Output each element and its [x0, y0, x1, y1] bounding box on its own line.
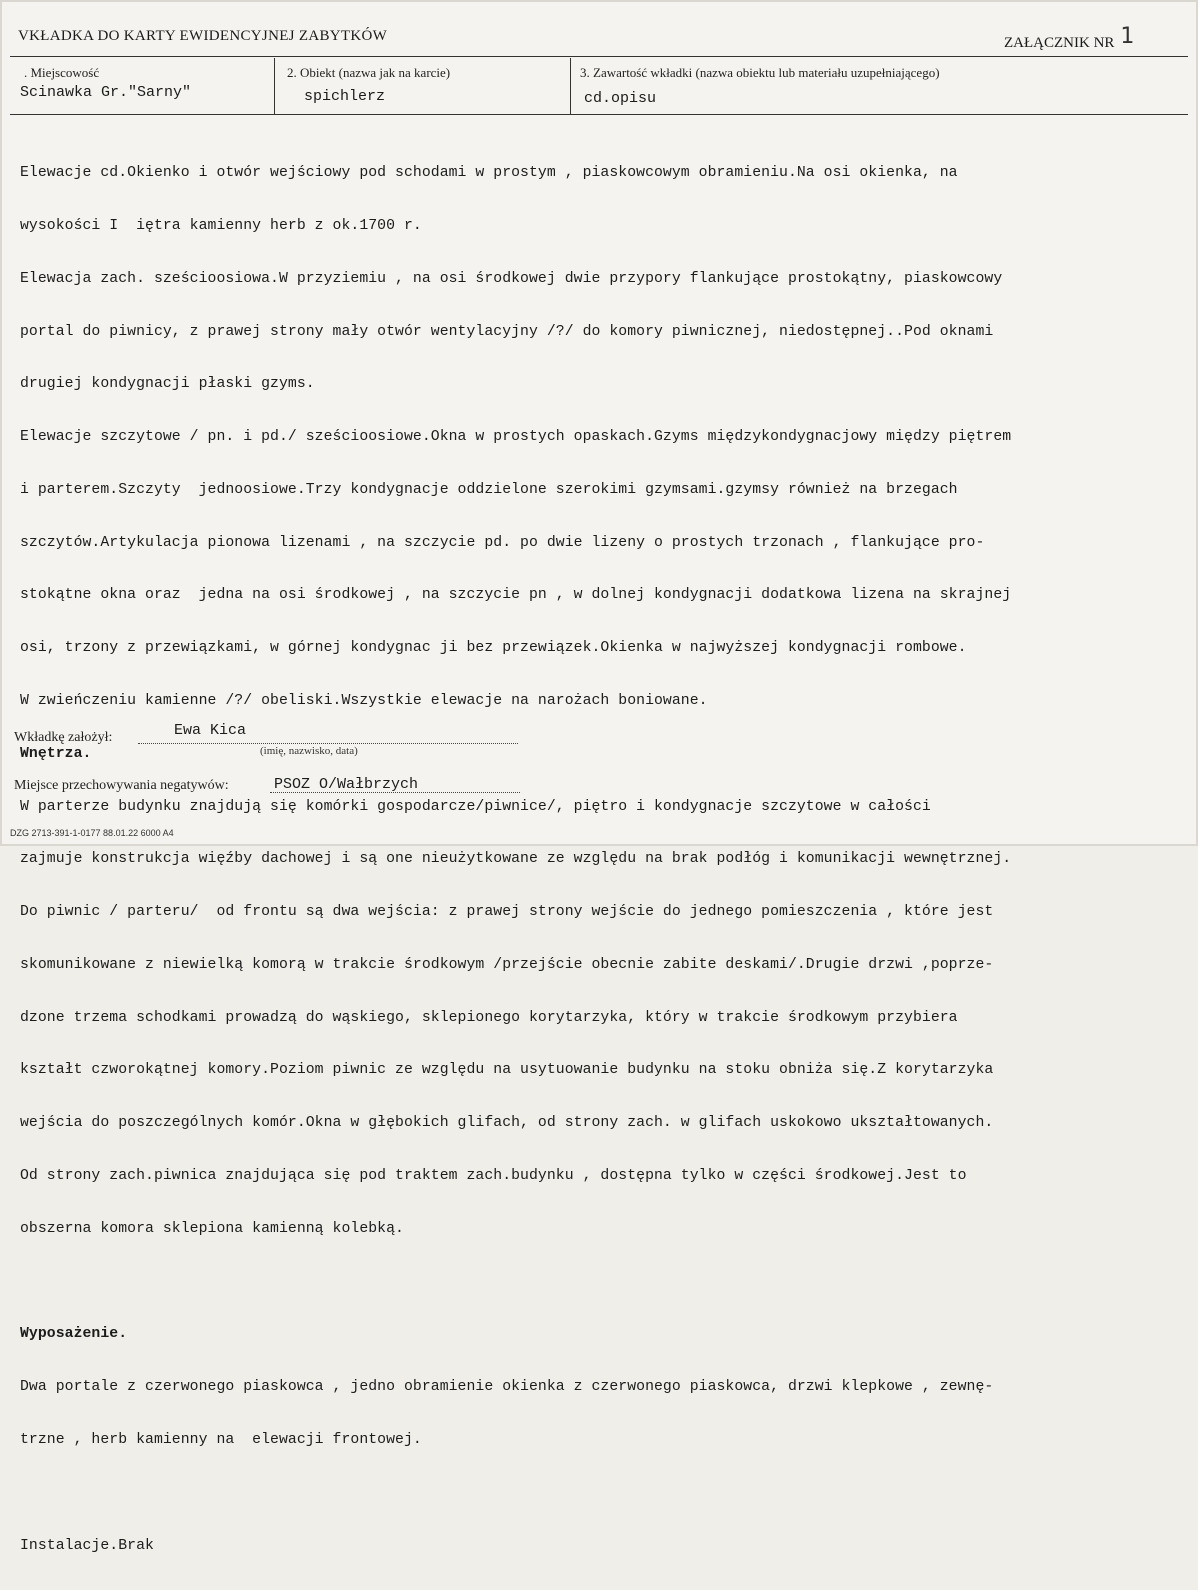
body-line: wysokości I iętra kamienny herb z ok.1700 r. [20, 217, 422, 234]
field-divider [570, 58, 571, 114]
print-code: DZG 2713-391-1-0177 88.01.22 6000 A4 [10, 828, 174, 838]
body-line: skomunikowane z niewielką komorą w trakcie środkowym /przejście obecnie zabite deskami/.Drugie drzwi ,poprze- [20, 956, 994, 973]
author-value: Ewa Kica [174, 722, 247, 739]
location-value: Scinawka Gr."Sarny" [20, 84, 192, 101]
section-installations: Instalacje.Brak [20, 1537, 154, 1554]
section-heading-interiors: Wnętrza. [20, 745, 92, 762]
body-line: i parterem.Szczyty jednoosiowe.Trzy kondygnacje oddzielone szerokimi gzymsami.gzymsy również na brzegach [20, 481, 958, 498]
content-label: 3. Zawartość wkładki (nazwa obiektu lub materiału uzupełniającego) [580, 65, 940, 80]
body-line: Elewacja zach. sześcioosiowa.W przyziemiu , na osi środkowej dwie przypory flankujące prostokątny, piaskowcowy [20, 270, 1003, 287]
body-line: Dwa portale z czerwonego piaskowca , jedno obramienie okienka z czerwonego piaskowca, drzwi klepkowe , zewnę- [20, 1379, 994, 1396]
body-line: Elewacje cd.Okienko i otwór wejściowy pod schodami w prostym , piaskowcowym obramieniu.Na osi okienka, na [20, 165, 958, 182]
form-title: VKŁADKA DO KARTY EWIDENCYJNEJ ZABYTKÓW [18, 28, 388, 44]
body-line: Do piwnic / parteru/ od frontu są dwa wejścia: z prawej strony wejście do jednego pomieszczenia , które jest [20, 904, 994, 921]
annex-label: ZAŁĄCZNIK NR [1004, 35, 1115, 51]
negatives-label: Miejsce przechowywania negatywów: [14, 778, 229, 793]
content-value: cd.opisu [584, 90, 657, 107]
body-line: W parterze budynku znajdują się komórki gospodarcze/piwnice/, piętro i kondygnacje szczytowe w całości [20, 798, 931, 815]
location-label: . Miejscowość [24, 65, 100, 80]
annex-number: 1 [1120, 24, 1135, 49]
field-divider [274, 58, 275, 114]
description-body [20, 130, 1180, 1590]
body-line: dzone trzema schodkami prowadzą do wąskiego, sklepionego korytarzyka, który w trakcie środkowym przybiera [20, 1009, 958, 1026]
annex-number-field [1004, 24, 1135, 53]
body-line: zajmuje konstrukcja więźby dachowej i są one nieużytkowane ze względu na brak podłóg i komunikacji wewnętrznej. [20, 851, 1012, 868]
body-line: portal do piwnicy, z prawej strony mały otwór wentylacyjny /?/ do komory piwnicznej, niedostępnej..Pod oknami [20, 323, 994, 340]
body-line: Od strony zach.piwnica znajdująca się pod traktem zach.budynku , dostępna tylko w części środkowej.Jest to [20, 1168, 967, 1185]
blank-line [20, 1485, 1180, 1503]
body-line: osi, trzony z przewiązkami, w górnej kondygnac ji bez przewiązek.Okienka w najwyższej kondygnacji rombowe. [20, 640, 967, 657]
body-line: stokątne okna oraz jedna na osi środkowej , na szczycie pn , w dolnej kondygnacji dodatkowa lizena na skrajnej [20, 587, 1012, 604]
body-line: szczytów.Artykulacja pionowa lizenami , na szczycie pd. po dwie lizeny o prostych trzonach , flankujące pro- [20, 534, 985, 551]
body-line: wejścia do poszczególnych komór.Okna w głębokich glifach, od strony zach. w glifach uskokowo ukształtowanych. [20, 1115, 994, 1132]
body-line: Elewacje szczytowe / pn. i pd./ sześcioosiowe.Okna w prostych opaskach.Gzyms międzykondygnacjowy między piętrem [20, 429, 1012, 446]
body-line: W zwieńczeniu kamienne /?/ obeliski.Wszystkie elewacje na narożach boniowane. [20, 693, 708, 709]
body-line: obszerna komora sklepiona kamienną kolebką. [20, 1220, 404, 1237]
object-value: spichlerz [304, 88, 386, 105]
body-line: trzne , herb kamienny na elewacji frontowej. [20, 1431, 422, 1448]
body-line: drugiej kondygnacji płaski gzyms. [20, 376, 315, 393]
header-rule-bottom [10, 114, 1188, 115]
author-label: Wkładkę założył: [14, 730, 113, 745]
section-heading-furnishings: Wyposażenie. [20, 1326, 128, 1343]
body-line: kształt czworokątnej komory.Poziom piwnic ze względu na usytuowanie budynku na stoku obniża się.Z korytarzyka [20, 1062, 994, 1079]
header-rule-top [10, 56, 1188, 57]
author-line [138, 743, 518, 744]
negatives-value: PSOZ O/Wałbrzych [274, 776, 419, 793]
object-label: 2. Obiekt (nazwa jak na karcie) [287, 65, 451, 80]
author-hint: (imię, nazwisko, data) [260, 745, 358, 757]
blank-line [20, 1274, 1180, 1292]
